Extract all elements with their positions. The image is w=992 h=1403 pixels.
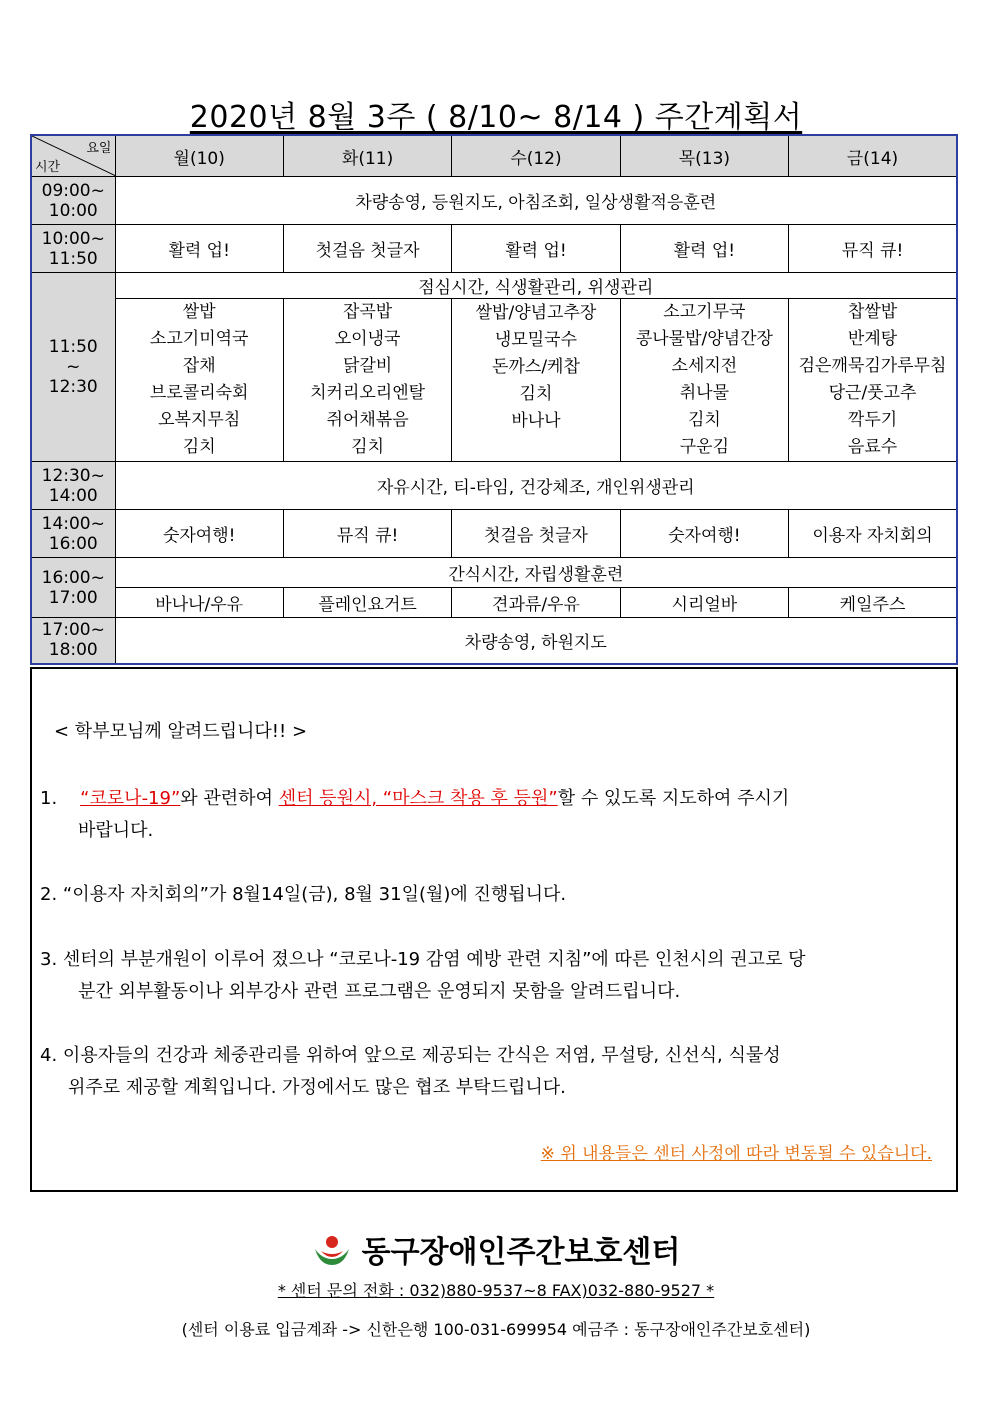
menu-item: 깍두기 xyxy=(847,410,898,430)
menu-item: 소고기무국 xyxy=(663,302,746,322)
activity-cell: 첫걸음 첫글자 xyxy=(283,225,451,273)
time-start: 12:30~ xyxy=(41,465,105,486)
activity-cell: 숫자여행! xyxy=(115,510,283,558)
menu-item: 잡채 xyxy=(182,356,216,376)
snack-cell: 케일주스 xyxy=(789,588,957,618)
time-cell xyxy=(31,618,115,664)
contact-info xyxy=(0,1278,992,1301)
activity-cell: 활력 업! xyxy=(452,225,620,273)
day-header: 수(12) xyxy=(452,135,620,177)
center-name xyxy=(0,1227,992,1275)
schedule-row xyxy=(31,225,957,273)
time-start: 10:00~ xyxy=(41,228,105,249)
notice-item-3: 3. 센터의 부분개원이 이루어 졌으나 “코로나-19 감염 예방 관련 지침”에 따른 인천시의 권고로 당 xyxy=(40,949,806,970)
menu-item: 찹쌀밥 xyxy=(847,302,898,322)
menu-item: 취나물 xyxy=(679,383,729,403)
menu-item: 돈까스/케찹 xyxy=(492,357,580,377)
menu-cell-fri xyxy=(789,299,957,462)
menu-item: 쌀밥/양념고추장 xyxy=(475,303,597,323)
time-end: 11:50 xyxy=(48,248,98,269)
menu-item: 치커리오리엔탈 xyxy=(310,383,426,403)
notice-item-4: 4. 이용자들의 건강과 체중관리를 위하여 앞으로 제공되는 간식은 저염, 무설탕, 신선식, 식물성 xyxy=(40,1045,781,1066)
day-label: 요일 xyxy=(86,141,112,156)
menu-item: 김치 xyxy=(351,437,385,457)
time-label: 시간 xyxy=(35,160,61,175)
menu-item: 김치 xyxy=(687,410,721,430)
snack-cell: 바나나/우유 xyxy=(115,588,283,618)
time-end: 16:00 xyxy=(48,533,98,554)
activity-cell: 뮤직 큐! xyxy=(789,225,957,273)
time-start: 14:00~ xyxy=(41,513,105,534)
time-end: 14:00 xyxy=(48,485,98,506)
menu-cell-wed xyxy=(452,299,620,462)
menu-item: 닭갈비 xyxy=(342,356,393,376)
covid-highlight: “코로나-19” xyxy=(80,788,181,809)
day-header: 화(11) xyxy=(283,135,451,177)
bank-account-info: (센터 이용료 입금계좌 -> 신한은행 100-031-699954 예금주 : 동구장애인주간보호센터) xyxy=(181,1320,811,1339)
menu-item: 잡곡밥 xyxy=(342,302,393,322)
menu-item: 냉모밀국수 xyxy=(494,330,578,350)
menu-cell-tue xyxy=(283,299,451,462)
snack-header: 간식시간, 자립생활훈련 xyxy=(115,558,957,588)
menu-item: 브로콜리숙회 xyxy=(149,383,249,403)
menu-item: 김치 xyxy=(519,384,553,404)
notice-item-4-cont: 위주로 제공할 계획입니다. 가정에서도 많은 협조 부탁드립니다. xyxy=(68,1077,566,1098)
notice-item-2: 2. “이용자 자치회의”가 8월14일(금), 8월 31일(월)에 진행됩니다. xyxy=(40,884,567,905)
snack-row xyxy=(31,588,957,618)
activity-cell: 이용자 자치회의 xyxy=(789,510,957,558)
time-cell xyxy=(31,462,115,510)
menu-row xyxy=(31,299,957,462)
time-cell xyxy=(31,273,115,462)
activity-cell: 활력 업! xyxy=(115,225,283,273)
menu-item: 당근/풋고추 xyxy=(828,383,917,403)
item-text: 할 수 있도록 지도하여 주시기 xyxy=(557,788,790,809)
notice-item-1-cont: 바랍니다. xyxy=(78,820,154,841)
lunch-header: 점심시간, 식생활관리, 위생관리 xyxy=(115,273,957,299)
time-end: 17:00 xyxy=(48,587,98,608)
menu-item: 소세지전 xyxy=(671,356,738,376)
page-title xyxy=(0,92,992,136)
notice-item-1 xyxy=(40,783,789,815)
menu-item: 구운김 xyxy=(679,437,729,457)
activity-cell: 활력 업! xyxy=(620,225,788,273)
time-start: 11:50 xyxy=(48,337,98,357)
activity-cell: 차량송영, 하원지도 xyxy=(115,618,957,664)
time-start: 17:00~ xyxy=(41,620,105,641)
header-row xyxy=(31,135,957,177)
snack-cell: 플레인요거트 xyxy=(283,588,451,618)
time-end: 18:00 xyxy=(48,640,98,661)
center-logo-icon xyxy=(312,1233,352,1275)
menu-item: 바나나 xyxy=(511,411,561,431)
menu-item: 오이냉국 xyxy=(334,329,401,349)
notice-box xyxy=(30,667,958,1192)
item-number: 1. xyxy=(40,788,58,809)
activity-cell: 첫걸음 첫글자 xyxy=(452,510,620,558)
change-notice: ※ 위 내용들은 센터 사정에 따라 변동될 수 있습니다. xyxy=(540,1144,932,1164)
activity-cell: 차량송영, 등원지도, 아침조회, 일상생활적응훈련 xyxy=(115,177,957,225)
weekly-schedule-table xyxy=(30,134,958,665)
menu-item: 검은깨묵김가루무침 xyxy=(798,356,947,376)
menu-cell-mon xyxy=(115,299,283,462)
time-end: 10:00 xyxy=(48,200,98,221)
item-text: 와 관련하여 xyxy=(180,788,279,809)
time-start: 16:00~ xyxy=(41,567,105,588)
day-header: 월(10) xyxy=(115,135,283,177)
menu-item: 김치 xyxy=(182,437,216,457)
notice-item-3-cont: 분간 외부활동이나 외부강사 관련 프로그램은 운영되지 못함을 알려드립니다. xyxy=(78,981,681,1002)
center-name-text: 동구장애인주간보호센터 xyxy=(361,1235,681,1270)
day-header: 금(14) xyxy=(789,135,957,177)
menu-item: 오복지무침 xyxy=(158,410,241,430)
menu-item: 음료수 xyxy=(847,437,898,457)
schedule-row xyxy=(31,558,957,588)
activity-cell: 뮤직 큐! xyxy=(283,510,451,558)
schedule-row xyxy=(31,273,957,299)
menu-item: 소고기미역국 xyxy=(149,329,249,349)
snack-cell: 시리얼바 xyxy=(620,588,788,618)
time-cell xyxy=(31,225,115,273)
day-header: 목(13) xyxy=(620,135,788,177)
menu-item: 콩나물밥/양념간장 xyxy=(635,329,773,349)
menu-item: 반계탕 xyxy=(847,329,898,349)
schedule-row xyxy=(31,462,957,510)
phone-text: * 센터 문의 전화 : 032)880-9537~8 FAX)032-880-9527 * xyxy=(277,1281,715,1300)
menu-item: 쥐어채볶음 xyxy=(326,410,409,430)
schedule-row xyxy=(31,618,957,664)
time-end: 12:30 xyxy=(48,377,98,397)
schedule-row xyxy=(31,177,957,225)
menu-item: 쌀밥 xyxy=(182,302,216,322)
schedule-row xyxy=(31,510,957,558)
time-cell xyxy=(31,558,115,618)
title-text: 2020년 8월 3주 ( 8/10~ 8/14 ) 주간계획서 xyxy=(189,100,803,135)
notice-heading: < 학부모님께 알려드립니다!! > xyxy=(54,721,308,742)
mask-highlight: 센터 등원시, “마스크 착용 후 등원” xyxy=(278,788,558,809)
activity-cell: 자유시간, 티-타임, 건강체조, 개인위생관리 xyxy=(115,462,957,510)
menu-cell-thu xyxy=(620,299,788,462)
time-cell xyxy=(31,177,115,225)
time-sep: ~ xyxy=(66,357,81,377)
corner-cell xyxy=(31,135,115,177)
activity-cell: 숫자여행! xyxy=(620,510,788,558)
time-cell xyxy=(31,510,115,558)
snack-cell: 견과류/우유 xyxy=(452,588,620,618)
time-start: 09:00~ xyxy=(41,180,105,201)
